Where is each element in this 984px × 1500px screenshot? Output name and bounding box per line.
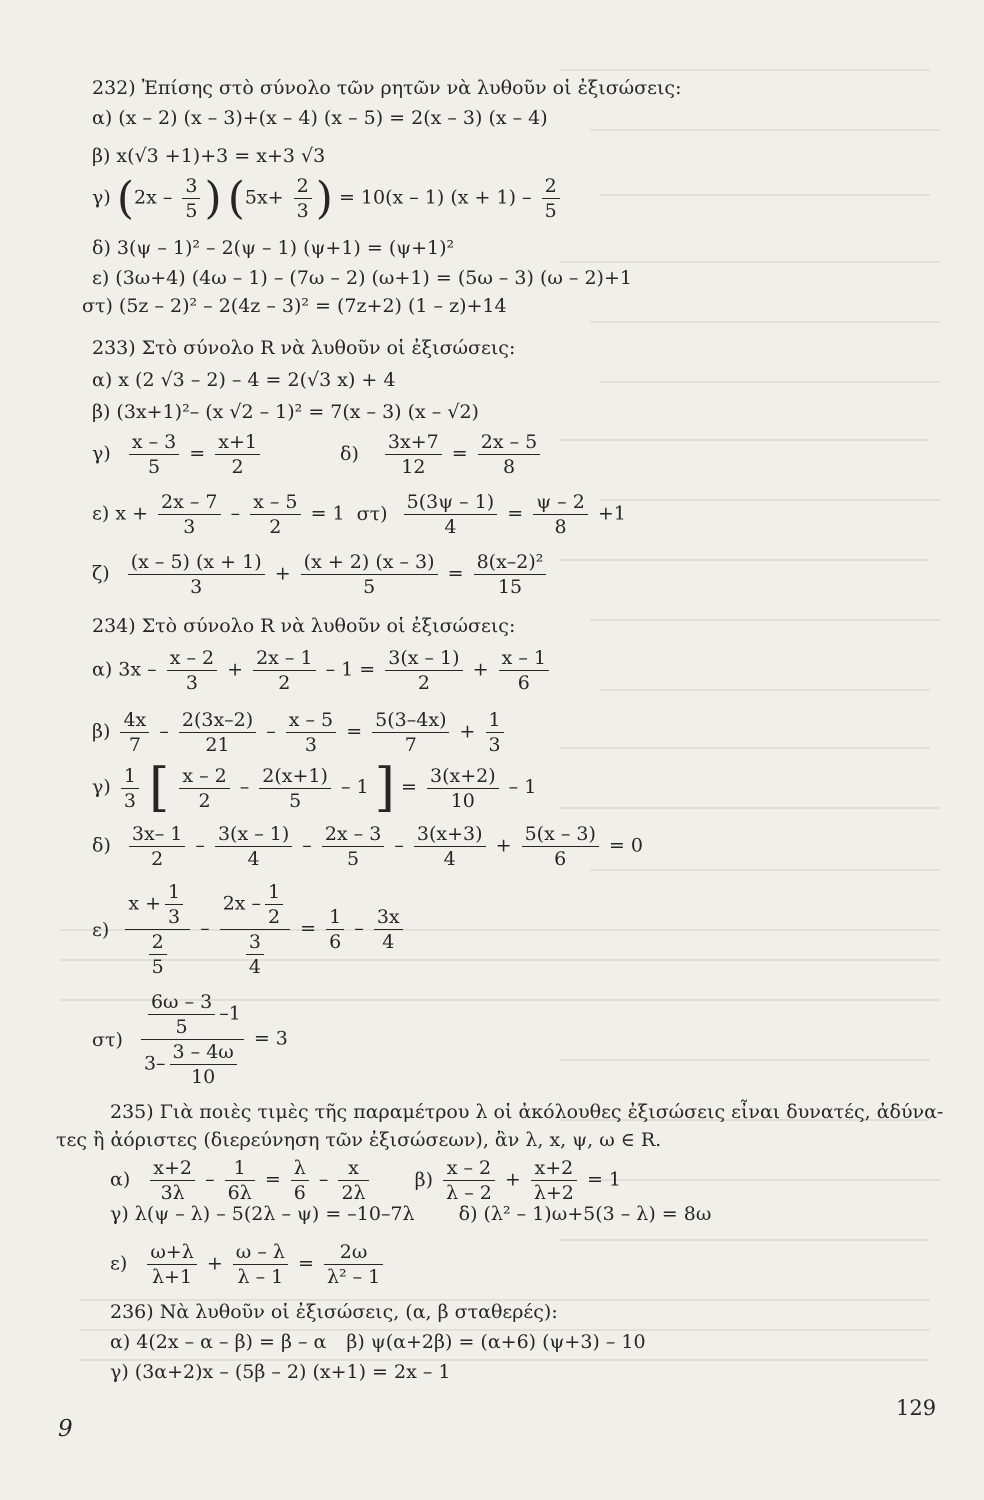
minus: – bbox=[266, 720, 276, 743]
exercise-233-a: α) x (2 √3 – 2) – 4 = 2(√3 x) + 4 bbox=[92, 369, 396, 391]
term: –1 bbox=[219, 1002, 241, 1025]
term: x + bbox=[115, 502, 148, 525]
fraction: $\frac{2x - 5}{8}$ bbox=[478, 430, 540, 479]
plus: + bbox=[504, 1168, 521, 1191]
fraction: $\frac{x - 2}{3}$ bbox=[167, 646, 217, 695]
fraction: $\frac{3(x+3)}{4}$ bbox=[414, 822, 486, 871]
term: 2x – bbox=[222, 892, 262, 915]
minus: – bbox=[354, 917, 364, 940]
term: – 1 bbox=[508, 776, 537, 798]
fraction: $\frac{x+1}{2}$ bbox=[215, 430, 260, 479]
exercise-236-a-b bbox=[110, 1330, 646, 1354]
minus: – bbox=[302, 834, 312, 857]
compound-fraction bbox=[125, 880, 190, 979]
fraction: $\frac{3x- 1}{2}$ bbox=[129, 822, 185, 871]
exercise-236-c: γ) (3α+2)x – (5β – 2) (x+1) = 2x – 1 bbox=[110, 1361, 451, 1383]
printer-signature-mark: 9 bbox=[58, 1416, 73, 1442]
exercise-234-d bbox=[92, 822, 643, 871]
fraction: $\frac{2}{3}$ bbox=[294, 174, 312, 223]
fraction: $\frac{\lambda}{6}$ bbox=[291, 1156, 309, 1205]
fraction: $\frac{2(3x-2)}{21}$ bbox=[179, 708, 256, 757]
close-bracket: ] bbox=[374, 758, 395, 818]
exercise-232-e: ε) (3ω+4) (4ω – 1) – (7ω – 2) (ω+1) = (5ω – 3) (ω – 2)+1 bbox=[92, 267, 632, 289]
term: = 0 bbox=[608, 834, 643, 857]
fraction: $\frac{2}{5}$ bbox=[149, 930, 167, 979]
fraction: $\frac{(x + 2) (x - 3)}{5}$ bbox=[301, 550, 438, 599]
exercise-235-a-b bbox=[110, 1156, 621, 1205]
exercise-235-e bbox=[110, 1240, 387, 1289]
fraction: $\frac{(x - 5) (x + 1)}{3}$ bbox=[128, 550, 265, 599]
exercise-234-heading: 234) Στὸ σύνολο R νὰ λυθοῦν οἱ ἐξισώσεις: bbox=[92, 615, 516, 637]
minus: – bbox=[205, 1168, 215, 1191]
item-label: β) bbox=[92, 720, 111, 743]
exercise-236-heading: 236) Νὰ λυθοῦν οἱ ἐξισώσεις, (α, β σταθερές): bbox=[110, 1301, 558, 1323]
plus: + bbox=[495, 834, 512, 857]
fraction: $\frac{x - 5}{2}$ bbox=[250, 490, 300, 539]
fraction: $\frac{5(3\psi - 1)}{4}$ bbox=[404, 490, 498, 539]
close-paren: ) bbox=[315, 172, 333, 224]
exercise-232-c bbox=[92, 174, 564, 223]
fraction: $\frac{3}{4}$ bbox=[246, 930, 264, 979]
exercise-232-b: β) x(√3 +1)+3 = x+3 √3 bbox=[92, 145, 326, 167]
exercise-235-c-d bbox=[110, 1202, 711, 1226]
fraction: $\frac{2x - 3}{5}$ bbox=[322, 822, 384, 871]
exercise-235-heading-line1: 235) Γιὰ ποιὲς τιμὲς τῆς παραμέτρου λ οἱ ἀκόλουθες ἐξισώσεις εἶναι δυνατές, ἀδύνα- bbox=[110, 1101, 944, 1123]
term: – 1 = bbox=[325, 658, 376, 681]
item-label: ε) bbox=[92, 502, 110, 525]
exercise-232-d: δ) 3(ψ – 1)² – 2(ψ – 1) (ψ+1) = (ψ+1)² bbox=[92, 237, 455, 259]
item-label: β) bbox=[414, 1168, 434, 1191]
term: = 1 bbox=[310, 502, 345, 525]
open-paren: ( bbox=[116, 172, 134, 224]
fraction: $\frac{2\omega}{\text{λ² – 1}}$ bbox=[324, 1240, 383, 1289]
plus: + bbox=[472, 658, 489, 681]
fraction: $\frac{5(x - 3)}{6}$ bbox=[522, 822, 599, 871]
plus: + bbox=[274, 562, 291, 585]
fraction: $\frac{x - 5}{3}$ bbox=[286, 708, 336, 757]
minus: – bbox=[239, 776, 250, 798]
item-label: α) bbox=[92, 658, 113, 681]
term: 5x+ bbox=[244, 186, 284, 209]
minus: – bbox=[200, 917, 210, 940]
fraction: $\frac{1}{3}$ bbox=[165, 880, 183, 929]
exercise-235-heading-line2: τες ἢ ἀόριστες (διερεύνηση τῶν ἐξισώσεων), ἂν λ, x, ψ, ω ∈ R. bbox=[56, 1129, 662, 1151]
item-label: ζ) bbox=[92, 562, 110, 585]
fraction: $\frac{1}{6\lambda}$ bbox=[225, 1156, 255, 1205]
item-label: δ) bbox=[340, 442, 359, 465]
fraction: $\frac{1}{3}$ bbox=[121, 764, 139, 813]
equals: = bbox=[346, 720, 363, 743]
fraction: $\frac{x}{2\lambda}$ bbox=[338, 1156, 368, 1205]
page-number: 129 bbox=[896, 1396, 937, 1420]
fraction: $\frac{x+2}{3\lambda}$ bbox=[150, 1156, 195, 1205]
exercise-234-b bbox=[92, 708, 508, 757]
term: = 3 bbox=[253, 1027, 288, 1050]
fraction: $\frac{x - 2}{\lambda - 2}$ bbox=[443, 1156, 495, 1205]
term: 3– bbox=[143, 1052, 166, 1075]
exercise-232-heading: 232) Ἐπίσης στὸ σύνολο τῶν ρητῶν νὰ λυθοῦν οἱ ἐξισώσεις: bbox=[92, 77, 682, 99]
term: = 10(x – 1) (x + 1) – bbox=[338, 186, 532, 209]
item-label: ε) bbox=[92, 918, 110, 941]
exercise-233-heading: 233) Στὸ σύνολο R νὰ λυθοῦν οἱ ἐξισώσεις: bbox=[92, 337, 516, 359]
fraction: $\frac{3(x+2)}{10}$ bbox=[427, 764, 499, 813]
fraction: $\frac{x+2}{\lambda+2}$ bbox=[531, 1156, 577, 1205]
term: 3x – bbox=[118, 658, 157, 681]
exercise-233-e-st bbox=[92, 490, 626, 539]
equals: = bbox=[264, 1168, 281, 1191]
item-label: ε) bbox=[110, 1252, 128, 1275]
exercise-233-z bbox=[92, 550, 550, 599]
exercise-234-c bbox=[92, 758, 537, 818]
equals: = bbox=[297, 1252, 314, 1275]
fraction: $\frac{1}{2}$ bbox=[265, 880, 283, 929]
item-label: γ) bbox=[92, 186, 111, 209]
minus: – bbox=[394, 834, 404, 857]
minus: – bbox=[318, 1168, 329, 1191]
compound-fraction bbox=[141, 990, 244, 1089]
minus: – bbox=[195, 834, 205, 857]
fraction: $\frac{x - 2}{2}$ bbox=[179, 764, 229, 813]
exercise-234-e bbox=[92, 880, 407, 979]
fraction: $\frac{\text{8(x–2)²}}{15}$ bbox=[474, 550, 547, 599]
fraction: $\frac{x - 1}{6}$ bbox=[499, 646, 549, 695]
exercise-232-a: α) (x – 2) (x – 3)+(x – 4) (x – 5) = 2(x – 3) (x – 4) bbox=[92, 107, 548, 129]
fraction: $\frac{4x}{7}$ bbox=[120, 708, 149, 757]
equals: = bbox=[401, 776, 417, 798]
minus: – bbox=[159, 720, 169, 743]
fraction: $\frac{\omega+\lambda}{\lambda+1}$ bbox=[147, 1240, 196, 1289]
exercise-234-st bbox=[92, 990, 288, 1089]
equals: = bbox=[507, 502, 524, 525]
equals: = bbox=[189, 442, 206, 465]
item-label: γ) bbox=[92, 776, 111, 798]
fraction: $\frac{3x+7}{12}$ bbox=[385, 430, 442, 479]
fraction: $\frac{1}{6}$ bbox=[326, 905, 344, 954]
exercise-236-b: β) ψ(α+2β) = (α+6) (ψ+3) – 10 bbox=[346, 1331, 646, 1353]
fraction: $\frac{x - 3}{5}$ bbox=[129, 430, 179, 479]
open-paren: ( bbox=[227, 172, 245, 224]
item-label: γ) bbox=[92, 442, 111, 465]
item-label: δ) bbox=[92, 834, 111, 857]
fraction: $\frac{3(x - 1)}{2}$ bbox=[385, 646, 462, 695]
item-label: στ) bbox=[356, 502, 388, 525]
plus: + bbox=[206, 1252, 223, 1275]
exercise-235-d: δ) (λ² – 1)ω+5(3 – λ) = 8ω bbox=[458, 1203, 712, 1225]
fraction: $\frac{3x}{4}$ bbox=[374, 905, 403, 954]
fraction: $\frac{\psi - 2}{8}$ bbox=[533, 490, 588, 539]
fraction: $\frac{6\omega - 3}{5}$ bbox=[148, 990, 215, 1039]
item-label: στ) bbox=[92, 1028, 123, 1051]
fraction: $\frac{3}{5}$ bbox=[182, 174, 200, 223]
fraction: $\frac{1}{3}$ bbox=[486, 708, 504, 757]
fraction: $\frac{3 - 4\omega}{10}$ bbox=[170, 1040, 237, 1089]
plus: + bbox=[227, 658, 244, 681]
exercise-235-c: γ) λ(ψ – λ) – 5(2λ – ψ) = –10–7λ bbox=[110, 1203, 415, 1225]
equals: = bbox=[447, 562, 464, 585]
exercise-234-a bbox=[92, 646, 553, 695]
equals: = bbox=[451, 442, 468, 465]
exercise-233-b: β) (3x+1)²– (x √2 – 1)² = 7(x – 3) (x – √2) bbox=[92, 401, 479, 423]
compound-fraction bbox=[220, 880, 290, 979]
fraction: $\frac{2(x+1)}{5}$ bbox=[259, 764, 331, 813]
fraction: $\frac{2x - 1}{2}$ bbox=[253, 646, 315, 695]
fraction: $\frac{5(3-4x)}{7}$ bbox=[372, 708, 449, 757]
fraction: $\frac{2}{5}$ bbox=[542, 174, 560, 223]
open-bracket: [ bbox=[148, 758, 170, 818]
term: = 1 bbox=[586, 1168, 622, 1191]
close-paren: ) bbox=[204, 172, 222, 224]
plus: + bbox=[459, 720, 476, 743]
exercise-236-a: α) 4(2x – α – β) = β – α bbox=[110, 1331, 327, 1353]
term: x + bbox=[128, 892, 161, 915]
term: +1 bbox=[597, 502, 626, 525]
term: – 1 bbox=[340, 776, 369, 798]
minus: – bbox=[230, 502, 241, 525]
fraction: $\frac{\omega - \lambda}{\lambda - 1}$ bbox=[233, 1240, 288, 1289]
fraction: $\frac{2x - 7}{3}$ bbox=[158, 490, 220, 539]
fraction: $\frac{3(x - 1)}{4}$ bbox=[215, 822, 292, 871]
item-label: α) bbox=[110, 1168, 131, 1191]
exercise-232-st: στ) (5z – 2)² – 2(4z – 3)² = (7z+2) (1 – z)+14 bbox=[82, 295, 507, 317]
exercise-233-c-d bbox=[92, 430, 544, 479]
term: 2x – bbox=[134, 186, 173, 209]
equals: = bbox=[300, 917, 317, 940]
